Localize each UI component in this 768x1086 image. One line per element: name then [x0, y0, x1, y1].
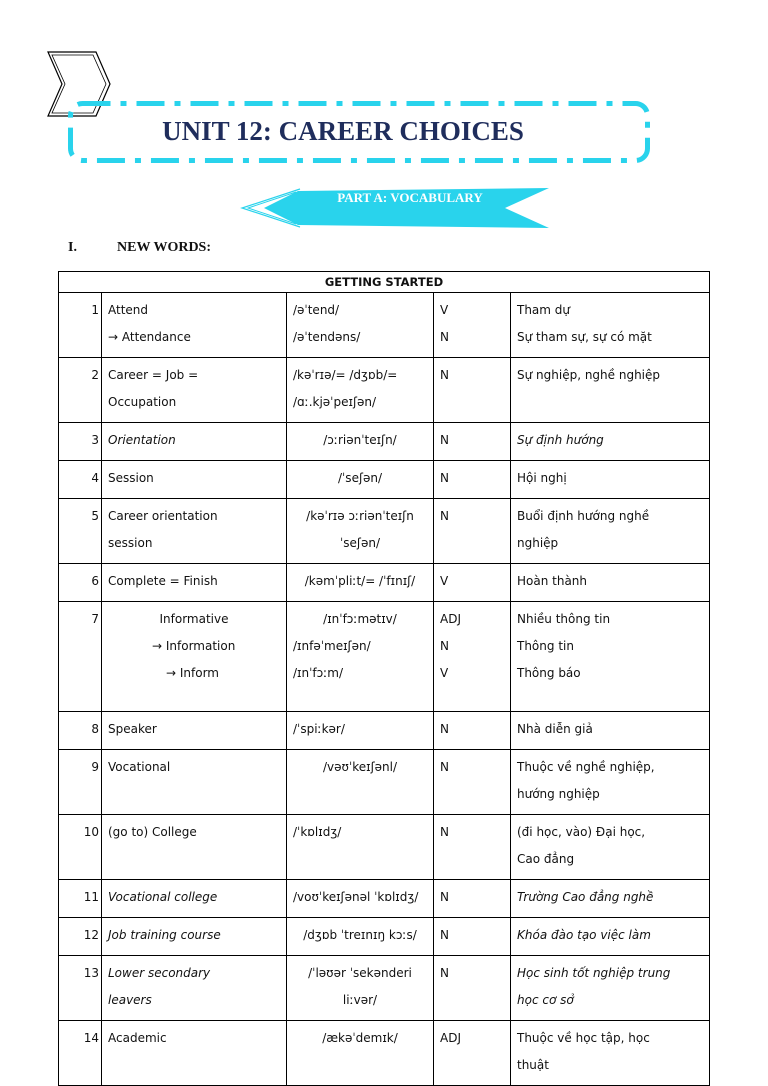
table-header-row	[59, 272, 710, 293]
pronunciation-cell: /ækəˈdemɪk/	[287, 1021, 434, 1086]
word-cell	[102, 956, 287, 1021]
part-of-speech-cell: N	[434, 461, 511, 499]
word-cell	[102, 499, 287, 564]
pronunciation: ˈseʃən/	[340, 536, 380, 550]
pronunciation-cell: /dʒɒb ˈtreɪnɪŋ kɔːs/	[287, 918, 434, 956]
table-header: GETTING STARTED	[59, 272, 710, 293]
word: → Attendance	[108, 330, 191, 344]
word: → Inform	[166, 666, 219, 680]
part-of-speech-cell: N	[434, 956, 511, 1021]
part-of-speech-cell: N	[434, 358, 511, 423]
row-number: 4	[59, 461, 102, 499]
pronunciation: liːvər/	[342, 993, 378, 1007]
part-banner-label: PART A: VOCABULARY	[337, 190, 483, 205]
row-number: 9	[59, 750, 102, 815]
part-of-speech-cell: V	[434, 564, 511, 602]
word-cell	[102, 602, 287, 712]
meaning-cell	[511, 499, 710, 564]
row-number: 8	[59, 712, 102, 750]
word: Lower secondary	[108, 966, 211, 980]
meaning: Thông báo	[517, 666, 581, 680]
pronunciation-cell	[287, 293, 434, 358]
pronunciation-cell: /voʊˈkeɪʃənəl ˈkɒlɪdʒ/	[287, 880, 434, 918]
pronunciation: /ˈləʊər ˈsekənderi	[308, 966, 412, 980]
meaning-cell: Nhà diễn giả	[511, 712, 710, 750]
word-cell: Academic	[102, 1021, 287, 1086]
pronunciation-cell	[287, 358, 434, 423]
table-row	[59, 358, 710, 423]
meaning: hướng nghiệp	[517, 787, 600, 801]
row-number: 2	[59, 358, 102, 423]
row-number: 13	[59, 956, 102, 1021]
pronunciation-cell: /ɔːriənˈteɪʃn/	[287, 423, 434, 461]
pronunciation: /kəˈrɪə/= /dʒɒb/=	[293, 368, 398, 382]
meaning-cell	[511, 1021, 710, 1086]
meaning: Học sinh tốt nghiệp trung	[517, 966, 671, 980]
meaning: Buổi định hướng nghề	[517, 509, 650, 523]
part-of-speech-cell: N	[434, 880, 511, 918]
word: Career = Job =	[108, 368, 199, 382]
table-row	[59, 956, 710, 1021]
pronunciation-cell: /kəmˈpliːt/= /ˈfɪnɪʃ/	[287, 564, 434, 602]
word-cell: Job training course	[102, 918, 287, 956]
part-of-speech-cell: N	[434, 423, 511, 461]
meaning-cell: Hội nghị	[511, 461, 710, 499]
row-number: 1	[59, 293, 102, 358]
word: leavers	[108, 993, 152, 1007]
word: Career orientation	[108, 509, 218, 523]
part-of-speech-cell	[434, 293, 511, 358]
word-cell: Vocational	[102, 750, 287, 815]
word-cell: Complete = Finish	[102, 564, 287, 602]
pronunciation-cell: /ˈseʃən/	[287, 461, 434, 499]
pronunciation-cell	[287, 602, 434, 712]
part-of-speech: ADJ	[440, 612, 461, 626]
part-of-speech-cell: N	[434, 750, 511, 815]
part-of-speech-cell	[434, 602, 511, 712]
pronunciation: /ɑː.kjəˈpeɪʃən/	[293, 395, 377, 409]
table-row	[59, 461, 710, 499]
pronunciation-cell: /ˈspiːkər/	[287, 712, 434, 750]
pronunciation-cell	[287, 956, 434, 1021]
pronunciation: /əˈtend/	[293, 303, 340, 317]
word-cell: Vocational college	[102, 880, 287, 918]
word: Attend	[108, 303, 149, 317]
page-title: UNIT 12: CAREER CHOICES	[162, 116, 524, 146]
table-row	[59, 1021, 710, 1086]
table-row	[59, 499, 710, 564]
row-number: 6	[59, 564, 102, 602]
meaning: học cơ sở	[517, 993, 574, 1007]
meaning: nghiệp	[517, 536, 559, 550]
section-number: I.	[68, 240, 77, 255]
meaning: Thông tin	[517, 639, 574, 653]
meaning-cell: Hoàn thành	[511, 564, 710, 602]
word-cell: Orientation	[102, 423, 287, 461]
row-number: 7	[59, 602, 102, 712]
table-row	[59, 880, 710, 918]
section-title: NEW WORDS:	[117, 240, 212, 255]
table-row	[59, 293, 710, 358]
part-of-speech-cell: N	[434, 918, 511, 956]
meaning: Sự tham sự, sự có mặt	[517, 330, 652, 344]
word: Informative	[159, 612, 229, 626]
table-row	[59, 423, 710, 461]
meaning: Thuộc về học tập, học	[517, 1031, 650, 1045]
table-row	[59, 712, 710, 750]
pronunciation: /kəˈrɪə ɔːriənˈteɪʃn	[306, 509, 414, 523]
meaning-cell	[511, 956, 710, 1021]
row-number: 3	[59, 423, 102, 461]
word-cell: (go to) College	[102, 815, 287, 880]
meaning: Nhiều thông tin	[517, 612, 611, 626]
word-cell: Speaker	[102, 712, 287, 750]
meaning-cell	[511, 602, 710, 712]
part-of-speech: N	[440, 330, 449, 344]
word-cell: Session	[102, 461, 287, 499]
pronunciation-cell: /ˈkɒlɪdʒ/	[287, 815, 434, 880]
meaning-cell	[511, 815, 710, 880]
meaning-cell	[511, 293, 710, 358]
table-row	[59, 918, 710, 956]
pronunciation: /əˈtendəns/	[293, 330, 361, 344]
pronunciation-cell: /vəʊˈkeɪʃənl/	[287, 750, 434, 815]
part-of-speech: N	[440, 639, 449, 653]
table-row	[59, 564, 710, 602]
word: session	[108, 536, 153, 550]
part-of-speech-cell: ADJ	[434, 1021, 511, 1086]
pronunciation-cell	[287, 499, 434, 564]
meaning: thuật	[517, 1058, 549, 1072]
part-of-speech: V	[440, 303, 449, 317]
word-cell	[102, 358, 287, 423]
word-cell	[102, 293, 287, 358]
table-row	[59, 750, 710, 815]
word: Occupation	[108, 395, 177, 409]
row-number: 5	[59, 499, 102, 564]
table-row	[59, 815, 710, 880]
pronunciation: /ɪnfəˈmeɪʃən/	[293, 639, 371, 653]
meaning: Cao đẳng	[517, 852, 575, 866]
part-of-speech-cell: N	[434, 815, 511, 880]
part-of-speech-cell: N	[434, 712, 511, 750]
word: → Information	[152, 639, 236, 653]
meaning-cell	[511, 750, 710, 815]
meaning-cell: Khóa đào tạo việc làm	[511, 918, 710, 956]
pronunciation: /ɪnˈfɔːm/	[293, 666, 343, 680]
meaning-cell: Trường Cao đẳng nghề	[511, 880, 710, 918]
row-number: 10	[59, 815, 102, 880]
part-of-speech-cell: N	[434, 499, 511, 564]
table-row	[59, 602, 710, 712]
row-number: 11	[59, 880, 102, 918]
row-number: 12	[59, 918, 102, 956]
meaning: Tham dự	[517, 303, 571, 317]
meaning: (đi học, vào) Đại học,	[517, 825, 646, 839]
row-number: 14	[59, 1021, 102, 1086]
pronunciation: /ɪnˈfɔːmətɪv/	[323, 612, 397, 626]
meaning-cell: Sự nghiệp, nghề nghiệp	[511, 358, 710, 423]
part-of-speech: V	[440, 666, 449, 680]
meaning-cell: Sự định hướng	[511, 423, 710, 461]
vocabulary-table	[58, 271, 710, 1086]
meaning: Thuộc về nghề nghiệp,	[517, 760, 655, 774]
